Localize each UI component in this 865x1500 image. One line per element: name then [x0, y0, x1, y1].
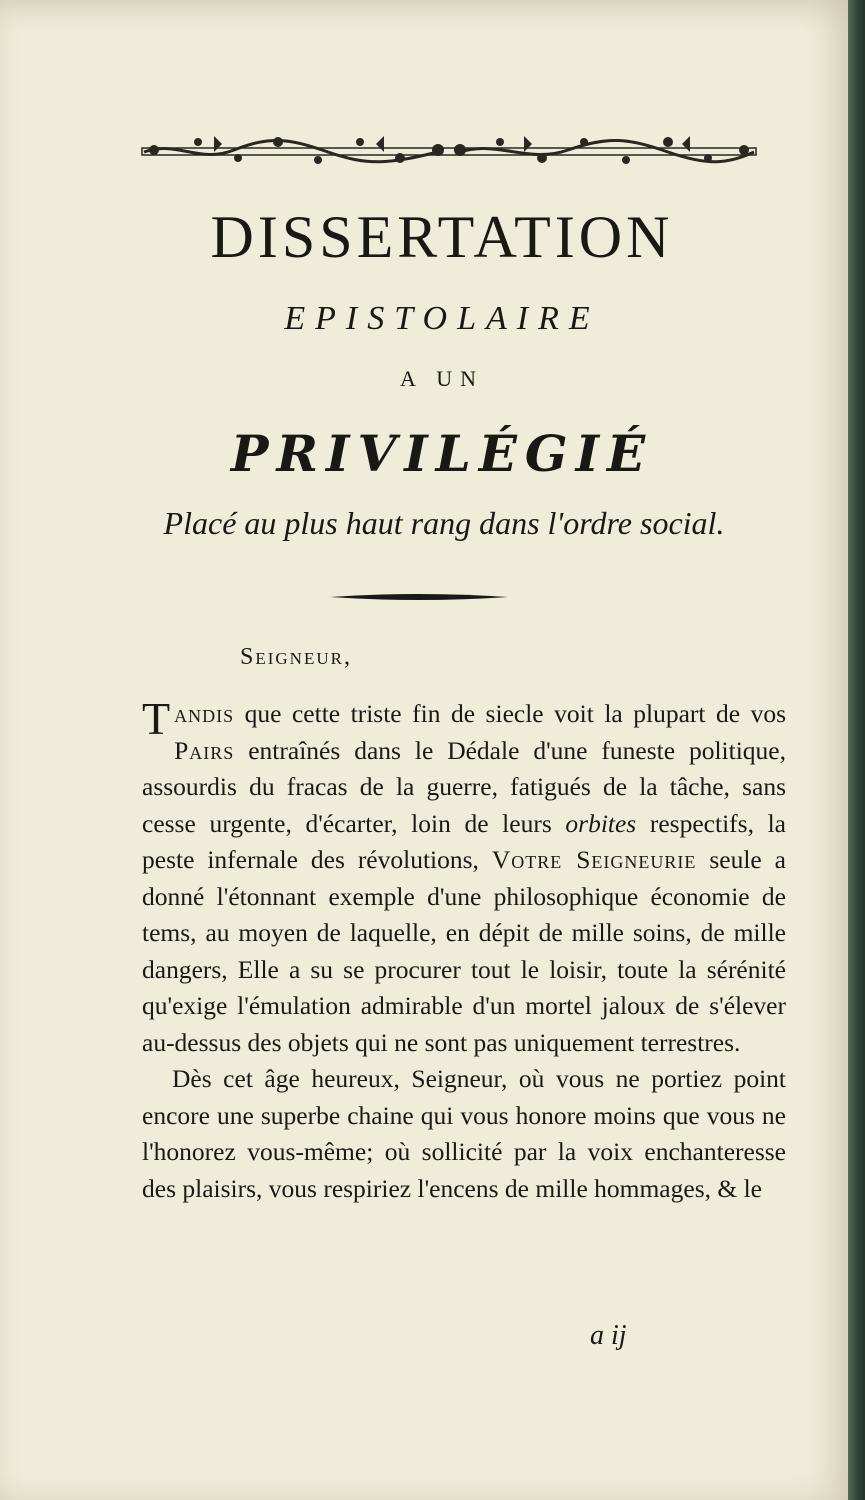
title-a-un: A UN	[400, 366, 484, 391]
divider-rule	[330, 592, 508, 602]
salutation: Seigneur,	[240, 644, 352, 670]
body-text	[142, 693, 787, 1207]
page-edge	[848, 0, 865, 1500]
small-caps-andis: andis	[174, 699, 235, 728]
signature-mark: a ij	[590, 1320, 627, 1351]
paragraph-2: Dès cet âge heureux, Seigneur, où vous ne portiez point encore une superbe chaine qui vous honore moins que vous ne l'honorez vous-même; où sollicité par la voix enchanteresse des plaisirs, vous respiriez l'encens de mille hommages, & le	[142, 1064, 786, 1203]
vine-ornament-icon	[138, 130, 760, 172]
title-dissertation: DISSERTATION	[210, 204, 674, 270]
small-caps-votre-seigneurie: Votre Seigneurie	[491, 845, 697, 874]
p1-text-b: entraînés dans le Dédale d'une funeste politique, assourdis du fracas de la guerre, fatigués de la tâche, sans cesse urgente, d'écarter, loin de leurs	[142, 735, 786, 838]
title-privilegie: PRIVILÉGIÉ	[230, 424, 654, 483]
title-epistolaire: EPISTOLAIRE	[284, 300, 600, 337]
small-caps-pairs: Pairs	[174, 735, 235, 765]
italic-orbites: orbites	[565, 808, 637, 838]
title-subtitle: Placé au plus haut rang dans l'ordre social.	[163, 505, 725, 541]
p1-text-a: que cette triste fin de siecle voit la plupart de vos	[234, 699, 786, 728]
p1-text-c: respectifs, la peste infernale des révolutions,	[142, 808, 787, 874]
p1-text-d: seule a donné l'étonnant exemple d'une philosophique économie de tems, au moyen de laquelle, en dépit de mille soins, de mille dangers, Elle a su se procurer tout le loisir, toute la sérénité qu'exige l'émulation admirable d'un mortel jaloux de s'élever au-dessus des objets qui ne sont pas uniquement terrestres.	[142, 845, 786, 1057]
drop-cap: T	[142, 693, 171, 744]
paragraph-1	[142, 693, 787, 1061]
